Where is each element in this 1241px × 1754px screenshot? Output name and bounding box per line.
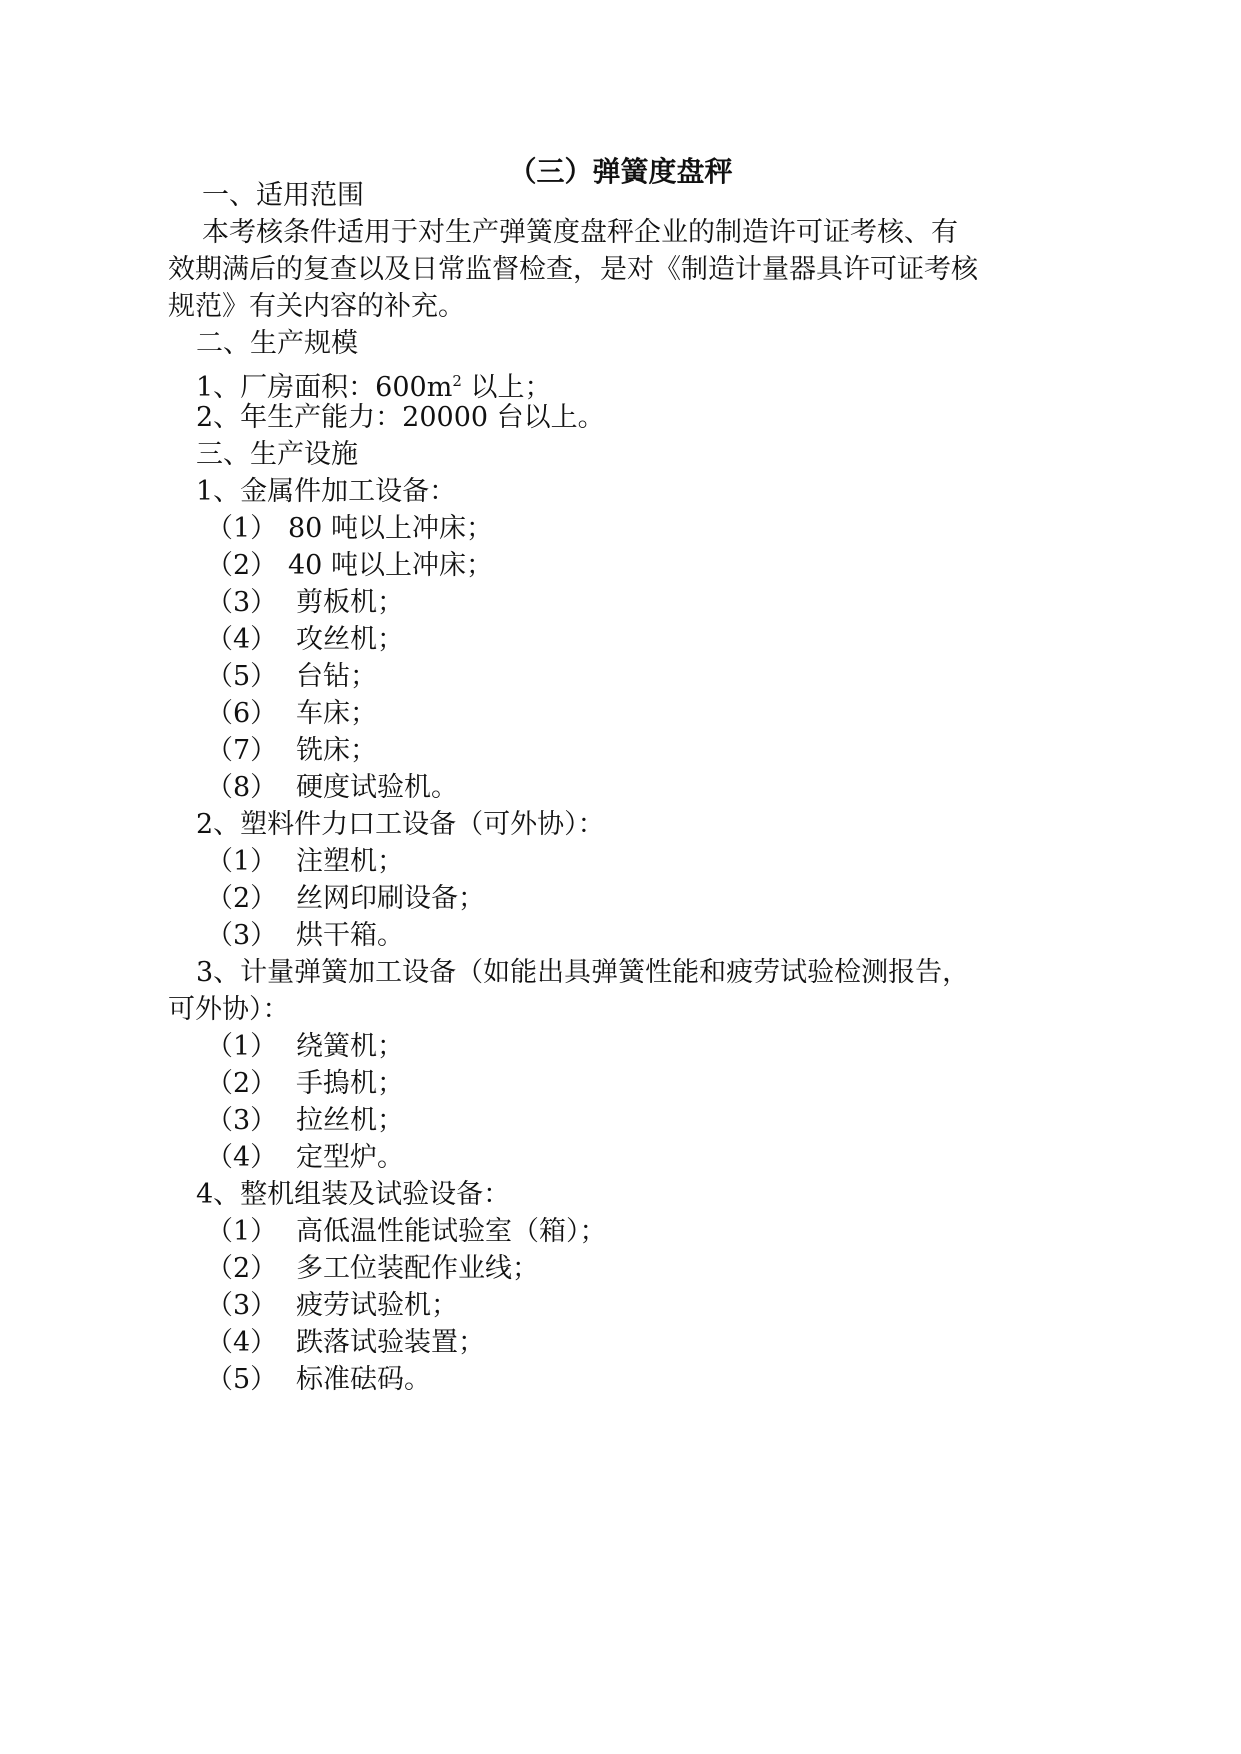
paragraph-line: 效期满后的复查以及日常监督检查，是对《制造计量器具许可证考核 xyxy=(168,254,978,285)
group-heading-assembly: 4、整机组装及试验设备： xyxy=(196,1179,511,1210)
factory-area-text: 1、厂房面积：600m xyxy=(196,372,453,403)
group-heading-spring-cont: 可外协）： xyxy=(168,994,290,1025)
list-item-text: 标准砝码。 xyxy=(296,1364,431,1395)
list-item xyxy=(206,731,377,771)
list-item xyxy=(206,1286,458,1326)
list-item xyxy=(206,879,485,919)
list-item-text: 烘干箱。 xyxy=(296,920,404,951)
list-item-number: （4） xyxy=(206,624,278,655)
list-item-text: 拉丝机； xyxy=(296,1105,404,1136)
list-item xyxy=(206,1138,404,1178)
list-item xyxy=(206,509,493,549)
paragraph-line: 本考核条件适用于对生产弹簧度盘秤企业的制造许可证考核、有 xyxy=(202,217,958,248)
list-item-text: 注塑机； xyxy=(296,846,404,877)
list-item-number: （3） xyxy=(206,587,278,618)
list-item-number: （2） xyxy=(206,550,278,581)
list-item xyxy=(206,1212,607,1252)
list-item-text: 台钻； xyxy=(296,661,377,692)
list-item-text: 攻丝机； xyxy=(296,624,404,655)
list-item xyxy=(206,1027,404,1067)
list-item-number: （2） xyxy=(206,1253,278,1284)
list-item xyxy=(206,1360,431,1400)
list-item-text: 绕簧机； xyxy=(296,1031,404,1062)
list-item xyxy=(206,916,404,956)
list-item xyxy=(206,1249,539,1289)
list-item-number: （2） xyxy=(206,883,278,914)
list-item-number: （4） xyxy=(206,1142,278,1173)
list-item-number: （1） xyxy=(206,1216,278,1247)
list-item-number: （3） xyxy=(206,1105,278,1136)
list-item xyxy=(206,583,404,623)
list-item-text: 定型炉。 xyxy=(296,1142,404,1173)
list-item xyxy=(206,768,458,808)
list-item-number: （5） xyxy=(206,1364,278,1395)
list-item-number: （3） xyxy=(206,920,278,951)
list-item xyxy=(206,620,404,660)
factory-area-suffix: 以上； xyxy=(461,372,552,403)
section-heading-facilities: 三、生产设施 xyxy=(196,439,358,470)
list-item-number: （1） xyxy=(206,513,278,544)
list-item-number: （6） xyxy=(206,698,278,729)
list-item-text: 跌落试验装置； xyxy=(296,1327,485,1358)
list-item xyxy=(206,1101,404,1141)
list-item-number: （3） xyxy=(206,1290,278,1321)
list-item xyxy=(206,1323,485,1363)
page-title: （三）弹簧度盘秤 xyxy=(508,155,733,188)
list-item-text: 铣床； xyxy=(296,735,377,766)
section-heading-scale: 二、生产规模 xyxy=(196,328,358,359)
list-item-number: （5） xyxy=(206,661,278,692)
list-item xyxy=(206,1064,404,1104)
group-heading-plastic: 2、塑料件力口工设备（可外协）： xyxy=(196,809,605,840)
list-item xyxy=(206,694,377,734)
list-item-text: 硬度试验机。 xyxy=(296,772,458,803)
production-capacity-line: 2、年生产能力：20000 台以上。 xyxy=(196,402,605,433)
list-item xyxy=(206,546,493,586)
list-item-text: 剪板机； xyxy=(296,587,404,618)
list-item-text: 80 吨以上冲床； xyxy=(288,513,493,544)
area-superscript: 2 xyxy=(452,372,462,390)
list-item-number: （1） xyxy=(206,846,278,877)
list-item-text: 手摀机； xyxy=(296,1068,404,1099)
list-item-text: 丝网印刷设备； xyxy=(296,883,485,914)
list-item-text: 40 吨以上冲床； xyxy=(288,550,493,581)
group-heading-metal: 1、金属件加工设备： xyxy=(196,476,457,507)
list-item-text: 车床； xyxy=(296,698,377,729)
section-heading-scope: 一、适用范围 xyxy=(202,180,364,211)
group-heading-spring: 3、计量弹簧加工设备（如能出具弹簧性能和疲劳试验检测报告， xyxy=(196,957,970,988)
list-item-number: （2） xyxy=(206,1068,278,1099)
list-item-number: （4） xyxy=(206,1327,278,1358)
list-item xyxy=(206,842,404,882)
list-item-number: （1） xyxy=(206,1031,278,1062)
list-item-number: （8） xyxy=(206,772,278,803)
paragraph-line: 规范》有关内容的补充。 xyxy=(168,291,465,322)
list-item-text: 多工位装配作业线； xyxy=(296,1253,539,1284)
list-item-number: （7） xyxy=(206,735,278,766)
list-item xyxy=(206,657,377,697)
list-item-text: 高低温性能试验室（箱）； xyxy=(296,1216,607,1247)
list-item-text: 疲劳试验机； xyxy=(296,1290,458,1321)
